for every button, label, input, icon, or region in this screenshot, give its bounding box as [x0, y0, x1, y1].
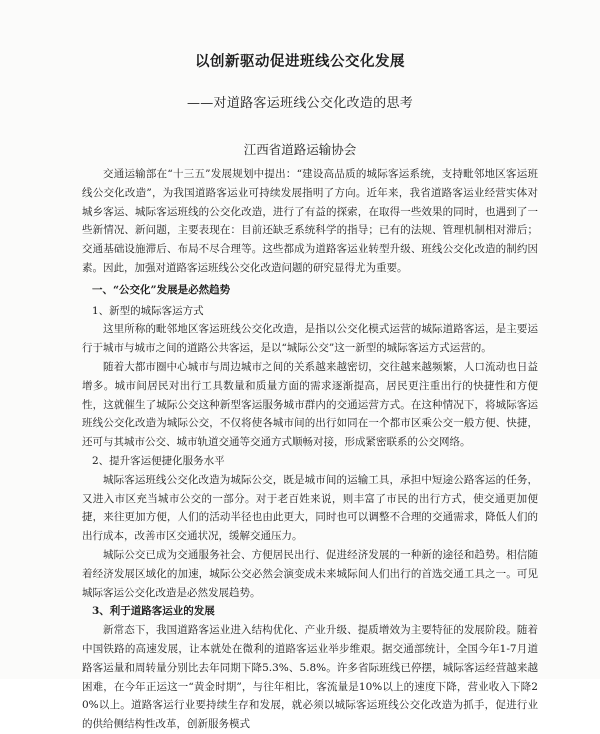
document-body [82, 165, 538, 734]
paragraph: 城际客运班线公交化改造为城际公交，既是城市间的运输工具，承担中短途公路客运的任务，又进入市区充当城市公交的一部分。对于老百姓来说，则丰富了市民的出行方式，使交通更加便捷，来往更加方便，人们的活动半径也由此更大，同时也可以调整不合理的交通需求，降低人们的出行成本，改善市区交通状况，缓解交通压力。 [82, 473, 538, 543]
document-title: 以创新驱动促进班线公交化发展 [195, 53, 405, 70]
document-author: 江西省道路运输协会 [243, 142, 357, 157]
section-heading: 一、“公交化”发展是必然趋势 [92, 283, 231, 296]
intro-paragraph: 交通运输部在“十三五”发展规划中提出：“建设高品质的城际客运系统，支持毗邻地区客运班线公交化改造”，为我国道路客运业可持续发展指明了方向。近年来，我省道路客运业经营实体对城乡客运、城际客运班线的公交化改造，进行了有益的探索，在取得一些效果的同时，也遇到了一些新情况、新问题，主要表现在：目前还缺乏系统科学的指导；已有的法规、管理机制相对滞后；交通基础设施滞后、布局不尽合理等。这些都成为道路客运业转型升级、班线公交化改造的制约因素。因此，加强对道路客运班线公交化改造问题的研究显得尤为重要。 [82, 168, 538, 274]
paragraph: 这里所称的毗邻地区客运班线公交化改造，是指以公交化模式运营的城际道路客运，是主要运行于城市与城市之间的道路公共客运，是以“城际公交”这一新型的城际客运方式运营的。 [82, 323, 538, 355]
paragraph: 随着大都市圈中心城市与周边城市之间的关系越来越密切，交往越来越频繁，人口流动也日益增多。城市间居民对出行工具数量和质量方面的需求逐渐提高，居民更注重出行的快捷性和方便性，这就催生了城际公交这种新型客运服务城市群内的交通运营方式。在这种情况下，将城际客运班线公交化改造为城际公交，不仅将使各城市间的出行如同在一个都市区乘公交一般方便、快捷，还可与其城市公交、城市轨道交通等交通方式顺畅对接，形成紧密联系的公交网络。 [82, 360, 538, 449]
subsection-heading: 2、提升客运便捷化服务水平 [92, 454, 225, 467]
subsection-heading: 1、新型的城际客运方式 [92, 304, 204, 317]
paragraph: 新常态下，我国道路客运业进入结构优化、产业升级、提质增效为主要特征的发展阶段。随着中国铁路的高速发展，让本就处在微利的道路客运业举步维艰。据交通部统计，全国今年1-7月道路客运量和周转量分别比去年同期下降5.3%、5.8%。许多省际班线已停摆，城际客运经营越来越困难，在今年正运这一“黄金时期”，与往年相比，客流量是10%以上的速度下降，营业收入下降20%以上。道路客运行业要持续生存和发展，就必须以城际客运班线公交化改造为抓手，促进行业的供给侧结构性改革，创新服务模式 [82, 624, 538, 731]
subsection-heading: 3、利于道路客运业的发展 [92, 605, 215, 618]
document-subtitle: ——对道路客运班线公交化改造的思考 [186, 96, 414, 111]
paragraph: 城际公交已成为交通服务社会、方便居民出行、促进经济发展的一种新的途径和趋势。相信随着经济发展区域化的加速，城际公交必然会演变成未来城际间人们出行的首选交通工具之一。可见城际客运公交化改造是必然发展趋势。 [82, 548, 538, 599]
